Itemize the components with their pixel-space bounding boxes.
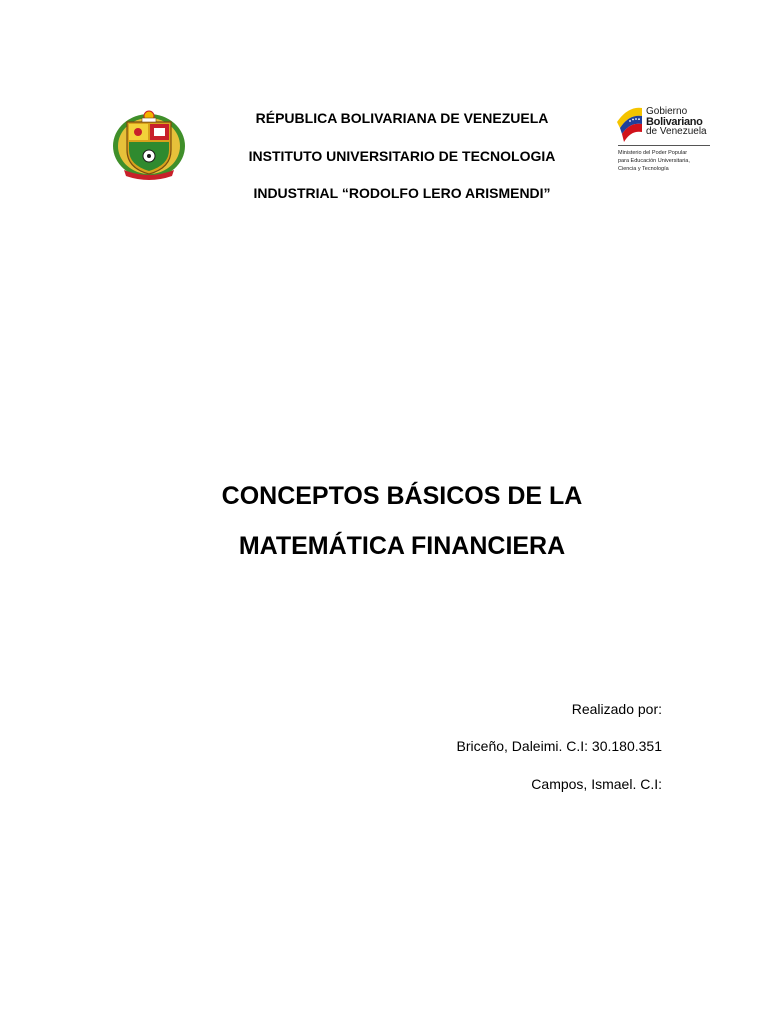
document-title-line-1: CONCEPTOS BÁSICOS DE LA <box>221 482 583 510</box>
document-title-line-2: MATEMÁTICA FINANCIERA <box>238 532 566 560</box>
gov-title-1: Gobierno <box>646 106 688 117</box>
authors-label: Realizado por: <box>571 701 662 717</box>
government-logo <box>614 104 714 178</box>
gov-sub-3: Ciencia y Tecnología <box>618 166 669 172</box>
gov-sub-2: para Educación Universitaria, <box>618 158 690 164</box>
author-1: Briceño, Daleimi. C.I: 30.180.351 <box>456 738 662 754</box>
header-institute-name: INDUSTRIAL “RODOLFO LERO ARISMENDI” <box>253 185 551 201</box>
government-logo-ministry <box>618 149 690 173</box>
header-republic: RÉPUBLICA BOLIVARIANA DE VENEZUELA <box>255 110 549 126</box>
gov-title-2: Bolivariano <box>646 116 703 128</box>
government-logo-title <box>646 107 707 137</box>
header-institute: INSTITUTO UNIVERSITARIO DE TECNOLOGIA <box>248 148 556 164</box>
author-2: Campos, Ismael. C.I: <box>531 776 662 792</box>
gov-sub-1: Ministerio del Poder Popular <box>618 150 688 156</box>
gov-logo-divider <box>618 145 710 146</box>
gov-title-3: de Venezuela <box>646 126 707 137</box>
venezuela-flag-icon <box>614 104 644 146</box>
institute-crest-icon <box>110 108 188 180</box>
